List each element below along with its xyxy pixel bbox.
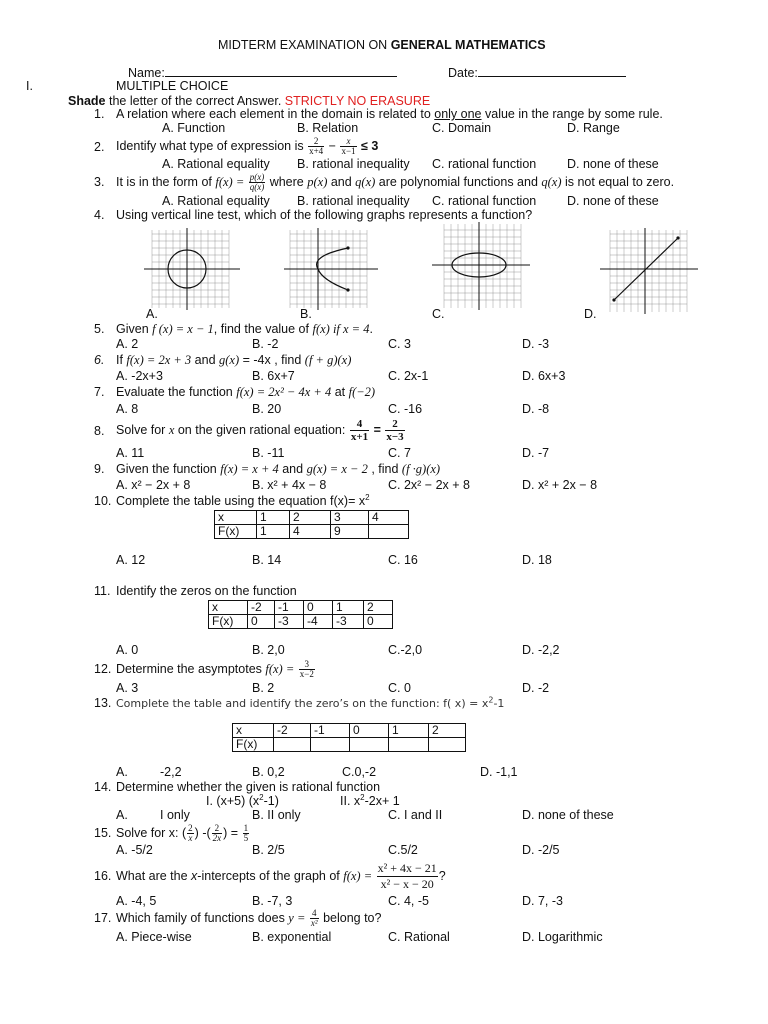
q12-number: 12. xyxy=(94,662,112,676)
q9-choice-c[interactable]: C. 2x² − 2x + 8 xyxy=(388,478,470,492)
section-numeral: I. xyxy=(26,79,33,93)
graph-b-parabola[interactable] xyxy=(282,228,382,310)
q3-choice-b[interactable]: B. rational inequality xyxy=(297,194,410,208)
q16-choice-a[interactable]: A. -4, 5 xyxy=(116,894,157,908)
q3-choice-a[interactable]: A. Rational equality xyxy=(162,194,270,208)
q14-number: 14. xyxy=(94,780,112,794)
q4-number: 4. xyxy=(94,208,105,222)
graph-b-label: B. xyxy=(300,307,312,321)
q6-choice-c[interactable]: C. 2x-1 xyxy=(388,369,429,383)
q12-fraction: $\frac{3}{x-2}$ xyxy=(299,659,314,680)
q8-choice-a[interactable]: A. 11 xyxy=(116,446,145,460)
q13-choice-a[interactable]: A. xyxy=(116,765,128,779)
q11-text: Identify the zeros on the function xyxy=(116,584,297,598)
q3-fraction: $\frac{p(x)}{q(x)}$ xyxy=(249,172,265,193)
q3-choice-d[interactable]: D. none of these xyxy=(567,194,659,208)
q13-choice-c[interactable]: C.0,-2 xyxy=(342,765,377,779)
q1-number: 1. xyxy=(94,107,105,121)
graph-a-label: A. xyxy=(146,307,158,321)
q15-fraction-1: $\frac{2}{x}$ xyxy=(188,823,193,844)
q3-choice-c[interactable]: C. rational function xyxy=(432,194,537,208)
table-row: F(x) 0 -3 -4 -3 0 xyxy=(209,615,393,629)
q14-text: Determine whether the given is rational function xyxy=(116,780,381,794)
q12-choice-d[interactable]: D. -2 xyxy=(522,681,550,695)
q6-choice-a[interactable]: A. -2x+3 xyxy=(116,369,163,383)
q5-choice-d[interactable]: D. -3 xyxy=(522,337,550,351)
q8-number: 8. xyxy=(94,424,105,438)
q10-choice-a[interactable]: A. 12 xyxy=(116,553,146,567)
q16-choice-b[interactable]: B. -7, 3 xyxy=(252,894,293,908)
q13-text: Complete the table and identify the zero’s on the function: f( $x) = x^2-1$ xyxy=(116,695,505,710)
q8-choice-c[interactable]: C. 7 xyxy=(388,446,411,460)
q2-text: Identify what type of expression is $\frac{2}{x+4}$ − $\frac{x}{x-1}$ ≤ 3 xyxy=(116,136,379,157)
q5-text: Given f (x) = x − 1, find the value of f(x) if x = 4. xyxy=(116,322,373,336)
q7-text: Evaluate the function f(x) = 2x² − 4x + 4 at f(−2) xyxy=(116,385,376,399)
q14-choice-c[interactable]: C. I and II xyxy=(388,808,443,822)
q5-choice-c[interactable]: C. 3 xyxy=(388,337,411,351)
q11-choice-a[interactable]: A. 0 xyxy=(116,643,139,657)
table-row: x -2 -1 0 1 2 xyxy=(209,601,393,615)
q14-item-1: I. (x+5) $(x^2-1)$ xyxy=(206,792,279,808)
graph-a-circle[interactable] xyxy=(140,228,244,310)
q16-number: 16. xyxy=(94,869,112,883)
q11-choice-b[interactable]: B. 2,0 xyxy=(252,643,285,657)
q9-text: Given the function f(x) = x + 4 and g(x) = x − 2 , find (f ·g)(x) xyxy=(116,462,441,476)
q16-choice-d[interactable]: D. 7, -3 xyxy=(522,894,563,908)
q14-item-2: II. $x^2-2x+ 1$ xyxy=(340,792,400,808)
q8-choice-b[interactable]: B. -11 xyxy=(252,446,285,460)
q9-choice-b[interactable]: B. x² + 4x − 8 xyxy=(252,478,327,492)
q7-choice-a[interactable]: A. 8 xyxy=(116,402,139,416)
q16-text: What are the x-intercepts of the graph of f(x) = $\frac{\text{x² + 4x − 21}}{\text{x² − x − 20}}$ ? xyxy=(116,861,446,892)
q14-choice-a-value[interactable]: I only xyxy=(160,808,190,822)
q15-text: Solve for x: ( $\frac{2}{x}$ ) -( $\frac{2}{2x}$ ) = $\frac{1}{5}$ xyxy=(116,823,249,844)
q10-table xyxy=(214,510,409,539)
q2-choice-b[interactable]: B. rational inequality xyxy=(297,157,410,171)
q2-choice-c[interactable]: C. rational function xyxy=(432,157,537,171)
q4-text: Using vertical line test, which of the following graphs represents a function? xyxy=(116,208,533,222)
q5-choice-a[interactable]: A. 2 xyxy=(116,337,139,351)
q14-choice-d[interactable]: D. none of these xyxy=(522,808,614,822)
q11-table xyxy=(208,600,393,629)
q13-number: 13. xyxy=(94,696,112,710)
q8-fraction-2: $\frac{2}{x-3}$ xyxy=(386,418,404,444)
q13-choice-a-value[interactable]: -2,2 xyxy=(160,765,182,779)
q6-choice-b[interactable]: B. 6x+7 xyxy=(252,369,295,383)
graph-d-line[interactable] xyxy=(598,228,702,314)
q13-choice-b[interactable]: B. 0,2 xyxy=(252,765,285,779)
q10-text: Complete the table using the equation $f(x)= x^2$ xyxy=(116,492,370,508)
q11-choice-c[interactable]: C.-2,0 xyxy=(388,643,423,657)
q8-text: Solve for x on the given rational equation: $\frac{4}{x+1}$ = $\frac{2}{x-3}$ xyxy=(116,418,404,444)
q13-choice-d[interactable]: D. -1,1 xyxy=(480,765,518,779)
graph-c-label: C. xyxy=(432,307,445,321)
table-row: x 1 2 3 4 xyxy=(215,511,409,525)
q2-choice-a[interactable]: A. Rational equality xyxy=(162,157,270,171)
section-title: MULTIPLE CHOICE xyxy=(116,79,229,93)
q12-text: Determine the asymptotes f(x) = $\frac{3}{x-2}$ xyxy=(116,659,314,680)
q11-choice-d[interactable]: D. -2,2 xyxy=(522,643,560,657)
q17-fraction: $\frac{4}{\text{x²}}$ xyxy=(310,908,318,929)
q9-number: 9. xyxy=(94,462,105,476)
q16-choice-c[interactable]: C. 4, -5 xyxy=(388,894,429,908)
q15-fraction-2: $\frac{2}{2x}$ xyxy=(212,823,222,844)
q16-fraction: $\frac{\text{x² + 4x − 21}}{\text{x² − x − 20}}$ xyxy=(377,861,437,892)
q3-text: It is in the form of f(x) = $\frac{p(x)}{q(x)}$ where p(x) and q(x) are polynomial functions and q(x) is not equal to zero. xyxy=(116,172,675,193)
q7-choice-d[interactable]: D. -8 xyxy=(522,402,550,416)
q1-choice-d[interactable]: D. Range xyxy=(567,121,620,135)
q17-number: 17. xyxy=(94,911,112,925)
q2-fraction-1: $\frac{2}{x+4}$ xyxy=(309,136,324,157)
q17-choice-a[interactable]: A. Piece-wise xyxy=(116,930,192,944)
table-row: F(x) xyxy=(233,738,466,752)
q12-choice-a[interactable]: A. 3 xyxy=(116,681,139,695)
q14-choice-b[interactable]: B. II only xyxy=(252,808,301,822)
q9-choice-a[interactable]: A. x² − 2x + 8 xyxy=(116,478,191,492)
q15-choice-b[interactable]: B. 2/5 xyxy=(252,843,285,857)
q17-text: Which family of functions does y = $\frac{4}{\text{x²}}$ belong to? xyxy=(116,908,382,929)
name-field[interactable]: Name: xyxy=(128,65,397,81)
q8-choice-d[interactable]: D. -7 xyxy=(522,446,550,460)
instruction: Shade the letter of the correct Answer. STRICTLY NO ERASURE xyxy=(68,94,431,108)
q17-choice-b[interactable]: B. exponential xyxy=(252,930,332,944)
q1-choice-c[interactable]: C. Domain xyxy=(432,121,492,135)
q1-choice-a[interactable]: A. Function xyxy=(162,121,226,135)
q6-number: 6. xyxy=(94,353,105,367)
q10-choice-d[interactable]: D. 18 xyxy=(522,553,552,567)
q15-number: 15. xyxy=(94,826,112,840)
q12-choice-c[interactable]: C. 0 xyxy=(388,681,411,695)
q17-choice-d[interactable]: D. Logarithmic xyxy=(522,930,603,944)
q10-choice-c[interactable]: C. 16 xyxy=(388,553,418,567)
q5-choice-b[interactable]: B. -2 xyxy=(252,337,279,351)
q1-choice-b[interactable]: B. Relation xyxy=(297,121,359,135)
q12-choice-b[interactable]: B. 2 xyxy=(252,681,275,695)
q15-choice-c[interactable]: C.5/2 xyxy=(388,843,418,857)
q3-number: 3. xyxy=(94,175,105,189)
q7-number: 7. xyxy=(94,385,105,399)
q11-number: 11. xyxy=(94,584,111,598)
q1-text: A relation where each element in the domain is related to only one value in the range by some rule. xyxy=(116,107,663,121)
q10-number: 10. xyxy=(94,494,112,508)
q7-choice-b[interactable]: B. 20 xyxy=(252,402,282,416)
q10-choice-b[interactable]: B. 14 xyxy=(252,553,282,567)
q6-text: If f(x) = 2x + 3 and g(x) = -4x , find (f + g)(x) xyxy=(116,353,352,367)
q15-choice-a[interactable]: A. -5/2 xyxy=(116,843,153,857)
exam-title: MIDTERM EXAMINATION ON GENERAL MATHEMATICS xyxy=(218,38,546,52)
q2-number: 2. xyxy=(94,140,105,154)
q8-fraction-1: $\frac{4}{x+1}$ xyxy=(350,418,369,444)
q2-choice-d[interactable]: D. none of these xyxy=(567,157,659,171)
graph-d-label: D. xyxy=(584,307,597,321)
table-row: F(x) 1 4 9 xyxy=(215,525,409,539)
q15-fraction-3: $\frac{1}{5}$ xyxy=(243,823,249,844)
q7-choice-c[interactable]: C. -16 xyxy=(388,402,423,416)
date-field[interactable]: Date: xyxy=(448,65,626,81)
q2-fraction-2: $\frac{x}{x-1}$ xyxy=(341,136,356,157)
graph-c-ellipse[interactable] xyxy=(430,222,534,310)
table-row: x -2 -1 0 1 2 xyxy=(233,724,466,738)
q6-choice-d[interactable]: D. 6x+3 xyxy=(522,369,566,383)
q13-table xyxy=(232,723,466,752)
q17-choice-c[interactable]: C. Rational xyxy=(388,930,450,944)
q9-choice-d[interactable]: D. x² + 2x − 8 xyxy=(522,478,598,492)
q14-choice-a[interactable]: A. xyxy=(116,808,128,822)
q15-choice-d[interactable]: D. -2/5 xyxy=(522,843,560,857)
q5-number: 5. xyxy=(94,322,105,336)
